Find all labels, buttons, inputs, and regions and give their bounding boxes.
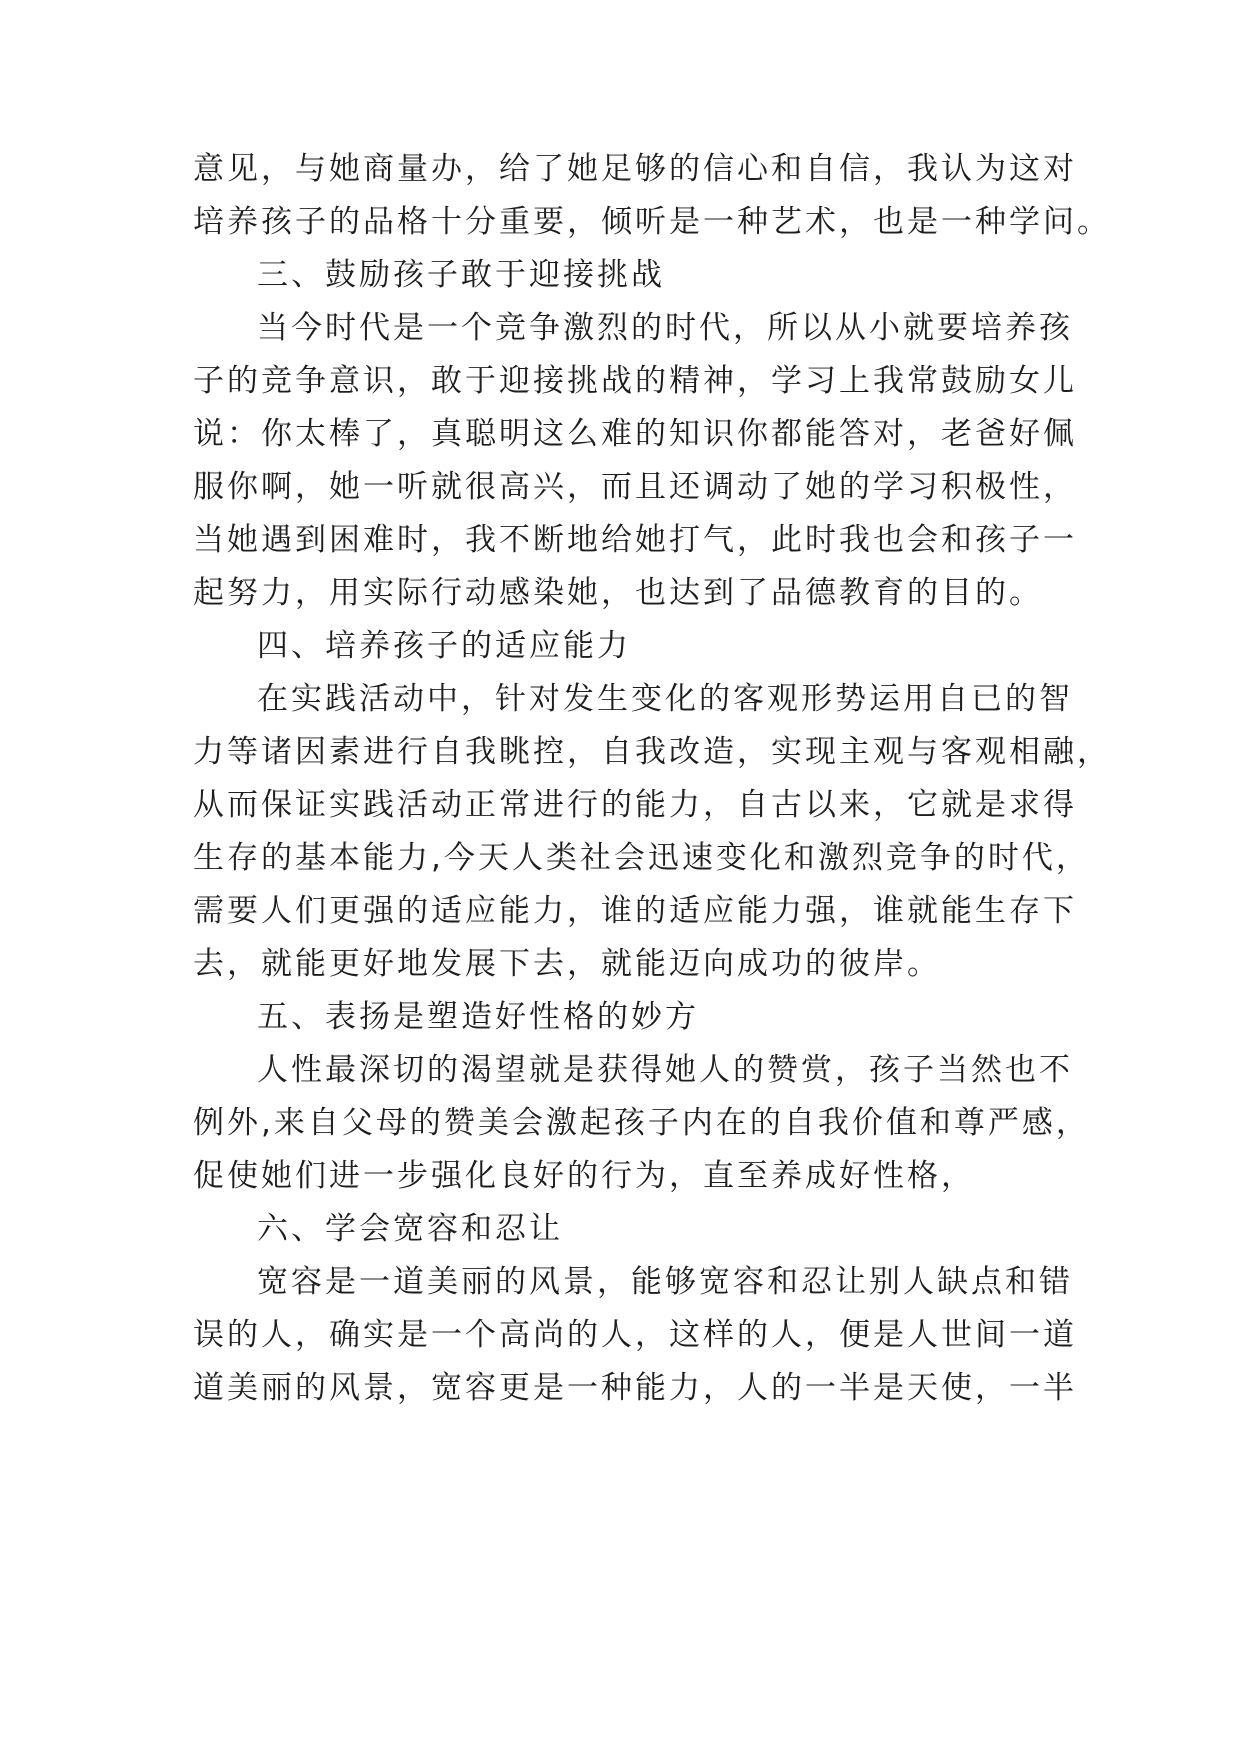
section-heading: 四、培养孩子的适应能力 bbox=[257, 628, 631, 664]
section-heading: 六、学会宽容和忍让 bbox=[257, 1211, 563, 1247]
paragraph-line: 服你啊，她一听就很高兴，而且还调动了她的学习积极性， bbox=[193, 469, 1077, 505]
paragraph-line: 起努力，用实际行动感染她，也达到了品德教育的目的。 bbox=[193, 575, 1043, 611]
paragraph-line: 在实践活动中，针对发生变化的客观形势运用自已的智 bbox=[257, 681, 1073, 717]
paragraph-line: 子的竞争意识，敢于迎接挑战的精神，学习上我常鼓励女儿 bbox=[193, 363, 1077, 399]
paragraph-line: 培养孩子的品格十分重要，倾听是一种艺术，也是一种学问。 bbox=[193, 204, 1111, 240]
paragraph-line: 意见，与她商量办，给了她足够的信心和自信，我认为这对 bbox=[193, 151, 1077, 187]
paragraph-line: 例外,来自父母的赞美会激起孩子内在的自我价值和尊严感， bbox=[193, 1105, 1090, 1141]
paragraph-line: 去，就能更好地发展下去，就能迈向成功的彼岸。 bbox=[193, 946, 941, 982]
paragraph-line: 力等诸因素进行自我眺控，自我改造，实现主观与客观相融， bbox=[193, 734, 1111, 770]
section-heading: 五、表扬是塑造好性格的妙方 bbox=[257, 999, 699, 1035]
paragraph-line: 生存的基本能力,今天人类社会迅速变化和激烈竞争的时代， bbox=[193, 840, 1090, 876]
paragraph-line: 需要人们更强的适应能力，谁的适应能力强，谁就能生存下 bbox=[193, 893, 1077, 929]
paragraph-line: 说：你太棒了，真聪明这么难的知识你都能答对，老爸好佩 bbox=[193, 416, 1077, 452]
paragraph-line: 道美丽的风景，宽容更是一种能力，人的一半是天使，一半 bbox=[193, 1370, 1077, 1406]
paragraph-line: 误的人，确实是一个高尚的人，这样的人，便是人世间一道 bbox=[193, 1317, 1077, 1353]
paragraph-line: 促使她们进一步强化良好的行为，直至养成好性格， bbox=[193, 1158, 975, 1194]
section-heading: 三、鼓励孩子敢于迎接挑战 bbox=[257, 257, 665, 293]
paragraph-line: 当今时代是一个竞争激烈的时代，所以从小就要培养孩 bbox=[257, 310, 1073, 346]
paragraph-line: 宽容是一道美丽的风景，能够宽容和忍让别人缺点和错 bbox=[257, 1264, 1073, 1300]
paragraph-line: 当她遇到困难时，我不断地给她打气，此时我也会和孩子一 bbox=[193, 522, 1077, 558]
paragraph-line: 人性最深切的渴望就是获得她人的赞赏，孩子当然也不 bbox=[257, 1052, 1073, 1088]
paragraph-line: 从而保证实践活动正常进行的能力，自古以来，它就是求得 bbox=[193, 787, 1077, 823]
